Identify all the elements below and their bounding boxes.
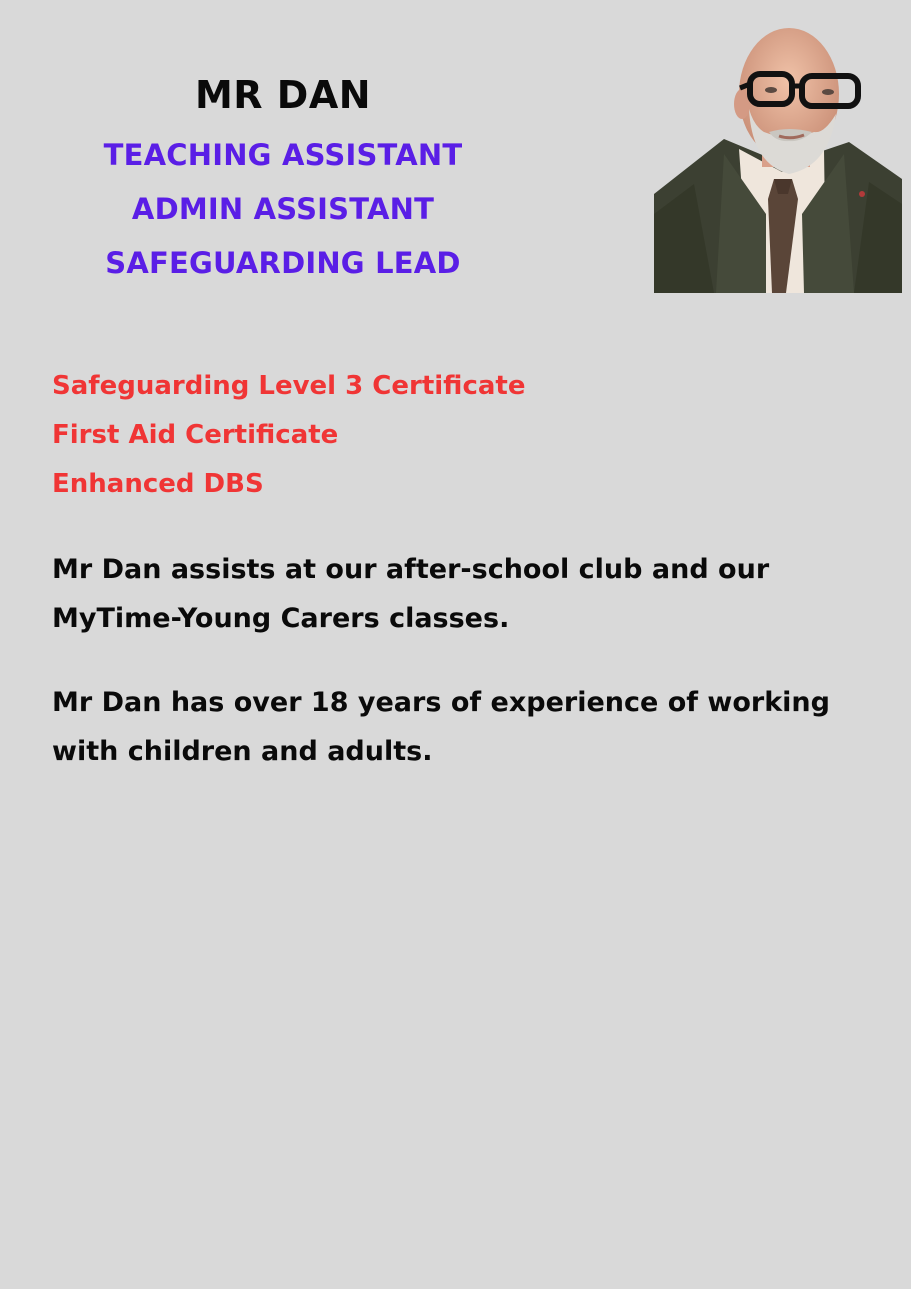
bio-paragraph-club xyxy=(52,545,852,643)
bio-line: MyTime-Young Carers classes. xyxy=(52,603,510,634)
bio-line: Mr Dan assists at our after-school club and our xyxy=(52,554,770,585)
bio-line: Mr Dan has over 18 years of experience of working xyxy=(52,687,830,718)
profile-name: MR DAN xyxy=(194,73,372,117)
role-list xyxy=(0,128,566,290)
certificate-safeguarding: Safeguarding Level 3 Certificate xyxy=(52,371,526,401)
portrait-photo-icon xyxy=(654,14,902,293)
bio-paragraph-experience xyxy=(52,678,852,776)
profile-header xyxy=(0,70,566,290)
role-teaching-assistant: TEACHING ASSISTANT xyxy=(103,138,463,172)
role-admin-assistant: ADMIN ASSISTANT xyxy=(131,192,435,226)
certificate-first-aid: First Aid Certificate xyxy=(52,420,339,450)
certificate-dbs: Enhanced DBS xyxy=(52,469,264,499)
role-safeguarding-lead: SAFEGUARDING LEAD xyxy=(105,246,461,280)
profile-photo xyxy=(654,14,902,293)
bio-line: with children and adults. xyxy=(52,736,433,767)
certificate-list xyxy=(52,362,525,509)
